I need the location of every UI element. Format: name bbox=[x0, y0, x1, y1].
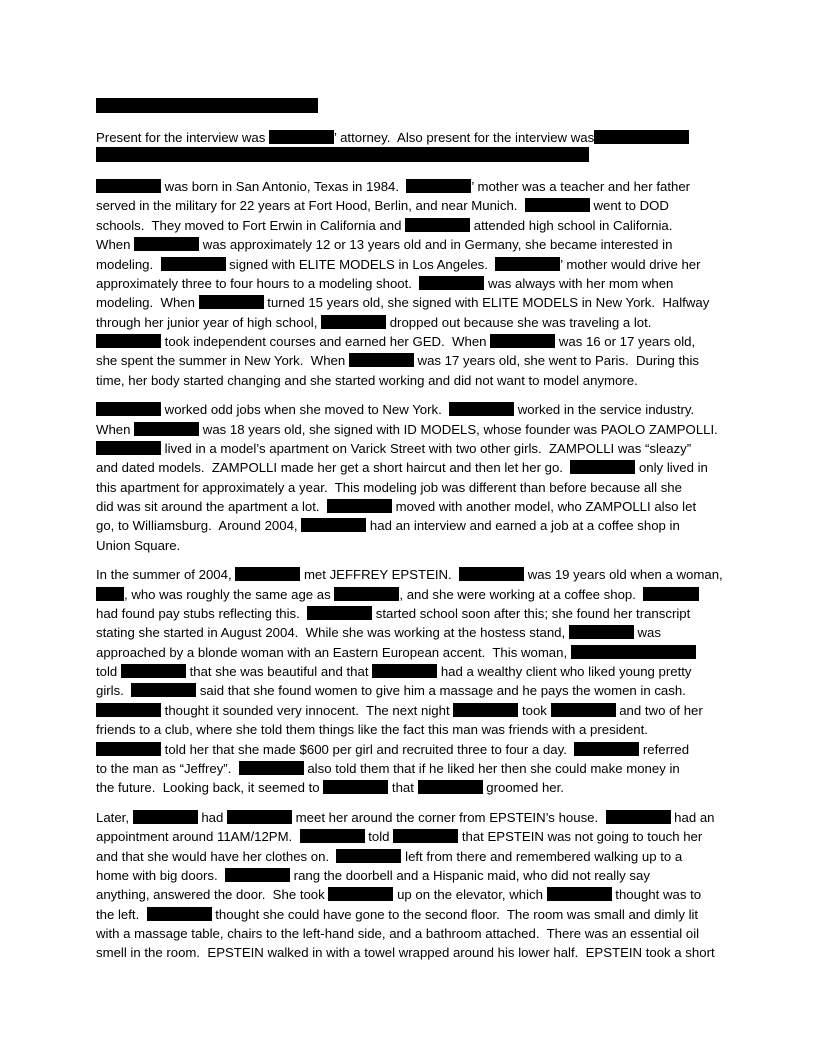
redaction-bar bbox=[495, 257, 560, 271]
redaction-bar bbox=[301, 518, 366, 532]
text-segment: time, her body started changing and she started working and did not want to model anymore. bbox=[96, 373, 638, 388]
redaction-bar bbox=[96, 441, 161, 455]
text-segment: the left. bbox=[96, 907, 147, 922]
text-line bbox=[96, 177, 690, 196]
text-segment: also told them that if he liked her then she could make money in bbox=[303, 761, 680, 776]
text-segment: When bbox=[96, 237, 135, 252]
text-line bbox=[96, 565, 723, 584]
redaction-bar bbox=[459, 567, 524, 581]
text-segment: told bbox=[364, 829, 394, 844]
text-segment: groomed her. bbox=[482, 780, 564, 795]
text-line bbox=[96, 332, 695, 351]
text-segment: modeling. When bbox=[96, 295, 199, 310]
text-segment: was approximately 12 or 13 years old and in Germany, she became interested in bbox=[199, 237, 673, 252]
redaction-bar bbox=[334, 587, 399, 601]
text-segment: was bbox=[633, 625, 661, 640]
text-line bbox=[96, 128, 689, 147]
redaction-bar bbox=[606, 810, 671, 824]
text-segment: , and she were working at a coffee shop. bbox=[399, 587, 644, 602]
text-segment: told her that she made $600 per girl and recruited three to four a day. bbox=[161, 742, 575, 757]
text-line bbox=[96, 681, 686, 700]
text-line bbox=[96, 216, 672, 235]
text-segment: said that she found women to give him a massage and he pays the women in cash. bbox=[196, 683, 686, 698]
text-segment: did was sit around the apartment a lot. bbox=[96, 499, 327, 514]
text-segment: had an bbox=[670, 810, 715, 825]
text-segment: rang the doorbell and a Hispanic maid, who did not really say bbox=[290, 868, 650, 883]
text-segment: appointment around 11AM/12PM. bbox=[96, 829, 300, 844]
redaction-bar bbox=[419, 276, 484, 290]
redaction-bar bbox=[643, 587, 699, 601]
text-segment: thought she could have gone to the second floor. The room was small and dimly lit bbox=[211, 907, 699, 922]
text-segment: through her junior year of high school, bbox=[96, 315, 322, 330]
text-segment: meet her around the corner from EPSTEIN’s house. bbox=[292, 810, 606, 825]
redaction-bar bbox=[96, 179, 161, 193]
text-segment: modeling. bbox=[96, 257, 161, 272]
text-line bbox=[96, 759, 680, 778]
text-segment: was 19 years old when a woman, bbox=[524, 567, 723, 582]
text-segment: this apartment for approximately a year. This modeling job was different than before because all she bbox=[96, 480, 682, 495]
text-segment: went to DOD bbox=[589, 198, 669, 213]
text-segment: dropped out because she was traveling a lot. bbox=[386, 315, 652, 330]
redaction-bar bbox=[133, 810, 198, 824]
redaction-bar bbox=[525, 198, 590, 212]
redaction-bar bbox=[227, 810, 292, 824]
text-segment: and two of her bbox=[615, 703, 703, 718]
text-segment: only lived in bbox=[635, 460, 708, 475]
text-segment: left from there and remembered walking up to a bbox=[401, 849, 683, 864]
text-segment: thought was to bbox=[611, 887, 702, 902]
redaction-bar bbox=[225, 868, 290, 882]
text-line bbox=[96, 905, 698, 924]
text-line bbox=[96, 701, 703, 720]
text-line bbox=[96, 478, 682, 497]
text-segment: had bbox=[197, 810, 228, 825]
text-segment: Union Square. bbox=[96, 538, 181, 553]
text-segment: , who was roughly the same age as bbox=[124, 587, 335, 602]
redaction-bar bbox=[574, 742, 639, 756]
text-segment: and dated models. ZAMPOLLI made her get a short haircut and then let her go. bbox=[96, 460, 571, 475]
text-line bbox=[96, 371, 638, 390]
text-segment: had a wealthy client who liked young pretty bbox=[437, 664, 692, 679]
redaction-bar bbox=[372, 664, 437, 678]
text-segment: was born in San Antonio, Texas in 1984. bbox=[161, 179, 407, 194]
text-line bbox=[96, 400, 694, 419]
text-line bbox=[96, 943, 715, 962]
text-line bbox=[96, 235, 672, 254]
redaction-bar bbox=[449, 402, 514, 416]
text-segment: told bbox=[96, 664, 121, 679]
text-segment: moved with another model, who ZAMPOLLI also let bbox=[391, 499, 697, 514]
redaction-bar bbox=[490, 334, 555, 348]
text-line bbox=[96, 643, 696, 662]
text-line bbox=[96, 458, 708, 477]
redaction-bar bbox=[307, 606, 372, 620]
text-line bbox=[96, 662, 692, 681]
text-line bbox=[96, 420, 718, 439]
redaction-bar bbox=[571, 645, 696, 659]
text-segment: home with big doors. bbox=[96, 868, 226, 883]
redaction-bar bbox=[570, 460, 635, 474]
text-segment: turned 15 years old, she signed with ELITE MODELS in New York. Halfway bbox=[263, 295, 710, 310]
text-segment: took independent courses and earned her GED. When bbox=[161, 334, 491, 349]
redaction-bar bbox=[327, 499, 392, 513]
redaction-bar bbox=[594, 130, 689, 144]
text-segment: go, to Williamsburg. Around 2004, bbox=[96, 518, 302, 533]
text-segment: schools. They moved to Fort Erwin in California and bbox=[96, 218, 406, 233]
text-line bbox=[96, 516, 680, 535]
text-segment: worked odd jobs when she moved to New York. bbox=[161, 402, 450, 417]
redaction-bar bbox=[336, 849, 401, 863]
text-segment: ’ mother was a teacher and her father bbox=[471, 179, 691, 194]
text-segment: approximately three to four hours to a modeling shoot. bbox=[96, 276, 420, 291]
text-segment: approached by a blonde woman with an Eastern European accent. This woman, bbox=[96, 645, 571, 660]
text-line bbox=[96, 439, 691, 458]
text-line bbox=[96, 274, 673, 293]
text-line bbox=[96, 293, 709, 312]
text-segment: met JEFFREY EPSTEIN. bbox=[300, 567, 460, 582]
redaction-bar bbox=[406, 179, 471, 193]
text-segment: ’ mother would drive her bbox=[560, 257, 701, 272]
text-line bbox=[96, 778, 564, 797]
redaction-bar bbox=[405, 218, 470, 232]
text-segment: was 17 years old, she went to Paris. During this bbox=[413, 353, 700, 368]
text-segment: was always with her mom when bbox=[484, 276, 674, 291]
text-line bbox=[96, 866, 650, 885]
text-segment: stating she started in August 2004. While she was working at the hostess stand, bbox=[96, 625, 569, 640]
redaction-bar bbox=[569, 625, 634, 639]
text-segment: Present for the interview was bbox=[96, 130, 269, 145]
redaction-bar bbox=[161, 257, 226, 271]
text-segment: to the man as “Jeffrey”. bbox=[96, 761, 239, 776]
text-line bbox=[96, 255, 701, 274]
redaction-bar bbox=[418, 780, 483, 794]
text-segment: smell in the room. EPSTEIN walked in with a towel wrapped around his lower half. EPSTEIN took a short bbox=[96, 945, 715, 960]
text-segment: girls. bbox=[96, 683, 132, 698]
text-segment: ’ attorney. Also present for the interview was bbox=[333, 130, 595, 145]
text-line bbox=[96, 585, 699, 604]
text-line bbox=[96, 924, 699, 943]
text-segment: was 16 or 17 years old, bbox=[555, 334, 696, 349]
text-segment: thought it sounded very innocent. The next night bbox=[161, 703, 454, 718]
text-segment: she spent the summer in New York. When bbox=[96, 353, 349, 368]
redaction-bar bbox=[96, 147, 589, 162]
text-segment: signed with ELITE MODELS in Los Angeles. bbox=[225, 257, 496, 272]
text-segment: When bbox=[96, 422, 135, 437]
text-segment: worked in the service industry. bbox=[514, 402, 695, 417]
text-segment: and that she would have her clothes on. bbox=[96, 849, 337, 864]
redaction-bar bbox=[269, 130, 334, 144]
text-segment: Later, bbox=[96, 810, 133, 825]
redaction-bar bbox=[96, 402, 161, 416]
redaction-bar bbox=[96, 742, 161, 756]
redaction-bar bbox=[147, 907, 212, 921]
redaction-bar bbox=[235, 567, 300, 581]
text-segment: took bbox=[518, 703, 551, 718]
text-segment: In the summer of 2004, bbox=[96, 567, 236, 582]
text-line bbox=[96, 536, 180, 555]
redaction-bar bbox=[323, 780, 388, 794]
text-segment: attended high school in California. bbox=[470, 218, 673, 233]
text-segment: the future. Looking back, it seemed to bbox=[96, 780, 324, 795]
text-segment: that EPSTEIN was not going to touch her bbox=[458, 829, 703, 844]
text-segment: friends to a club, where she told them things like the fact this man was friends with a president. bbox=[96, 722, 648, 737]
text-line bbox=[96, 740, 689, 759]
text-line bbox=[96, 885, 701, 904]
text-line bbox=[96, 313, 651, 332]
text-line bbox=[96, 847, 682, 866]
text-line bbox=[96, 497, 696, 516]
text-line bbox=[96, 351, 699, 370]
text-line bbox=[96, 827, 702, 846]
text-segment: up on the elevator, which bbox=[393, 887, 547, 902]
text-segment: lived in a model’s apartment on Varick Street with two other girls. ZAMPOLLI was “sleazy” bbox=[161, 441, 692, 456]
text-segment: served in the military for 22 years at Fort Hood, Berlin, and near Munich. bbox=[96, 198, 525, 213]
text-segment: that she was beautiful and that bbox=[185, 664, 373, 679]
text-segment: that bbox=[388, 780, 418, 795]
redaction-bar bbox=[551, 703, 616, 717]
redaction-bar bbox=[300, 829, 365, 843]
redaction-bar bbox=[134, 237, 199, 251]
text-line bbox=[96, 604, 690, 623]
redaction-bar bbox=[96, 587, 124, 601]
redaction-bar bbox=[349, 353, 414, 367]
redaction-bar bbox=[321, 315, 386, 329]
redaction-bar bbox=[547, 887, 612, 901]
text-segment: with a massage table, chairs to the left-hand side, and a bathroom attached. There was an essential oil bbox=[96, 926, 700, 941]
text-line bbox=[96, 720, 648, 739]
text-segment: had an interview and earned a job at a coffee shop in bbox=[366, 518, 680, 533]
text-segment: had found pay stubs reflecting this. bbox=[96, 606, 308, 621]
redaction-bar bbox=[96, 703, 161, 717]
redaction-bar bbox=[134, 422, 199, 436]
redaction-bar bbox=[199, 295, 264, 309]
text-line bbox=[96, 623, 661, 642]
redaction-bar bbox=[393, 829, 458, 843]
text-segment: was 18 years old, she signed with ID MODELS, whose founder was PAOLO ZAMPOLLI. bbox=[199, 422, 718, 437]
text-segment: referred bbox=[639, 742, 690, 757]
text-line bbox=[96, 196, 669, 215]
text-line bbox=[96, 808, 715, 827]
text-segment: anything, answered the door. She took bbox=[96, 887, 329, 902]
redaction-bar bbox=[131, 683, 196, 697]
redacted-heading bbox=[96, 98, 318, 113]
redaction-bar bbox=[96, 334, 161, 348]
redaction-bar bbox=[239, 761, 304, 775]
text-segment: started school soon after this; she found her transcript bbox=[372, 606, 691, 621]
redaction-bar bbox=[328, 887, 393, 901]
redaction-bar bbox=[121, 664, 186, 678]
redaction-bar bbox=[453, 703, 518, 717]
